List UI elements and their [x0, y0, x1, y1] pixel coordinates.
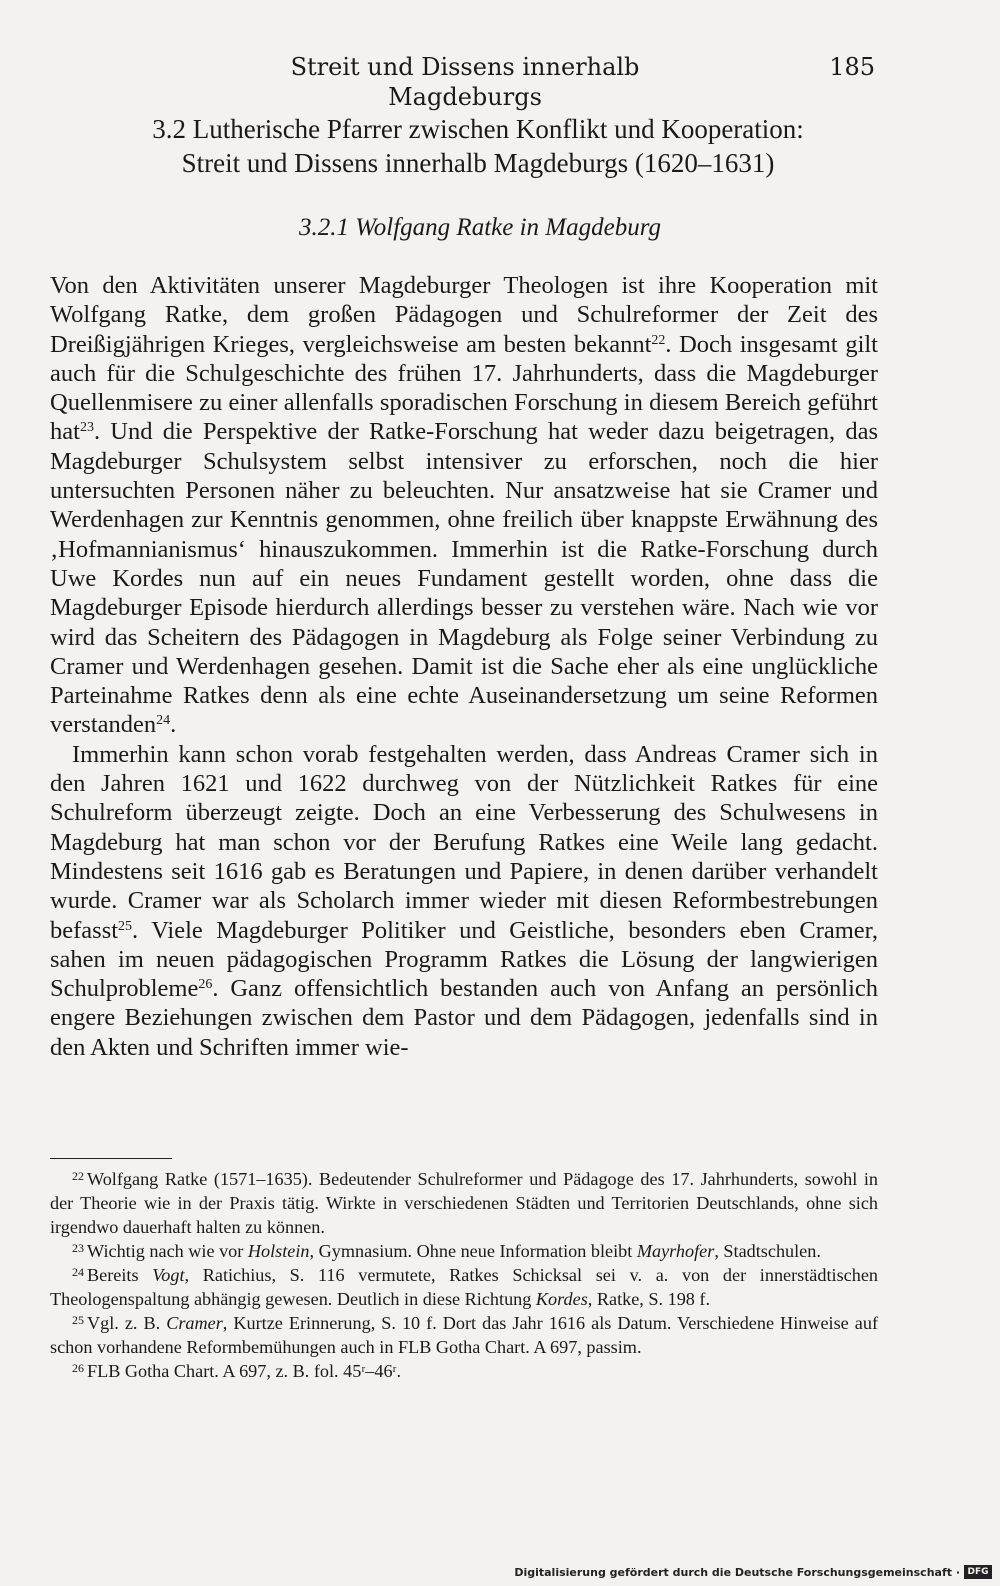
footnote-26 — [50, 1359, 878, 1383]
footnote-text: , Ratke, S. 198 f. — [587, 1289, 711, 1309]
footnote-text: Wichtig nach wie vor — [87, 1241, 248, 1261]
section-heading-line-1: 3.2 Lutherische Pfarrer zwischen Konflikt und Kooperation: — [152, 114, 804, 144]
footnote-number: 24 — [72, 1265, 84, 1279]
paragraph-2-text-b: . Viele Magdeburger Politiker und Geistliche, besonders eben Cramer, sahen im neuen pädagogischen Programm Ratkes die Lösung der langwierigen Schulprobleme — [50, 916, 878, 1003]
paragraph-2-text-a: Immerhin kann schon vorab festgehalten werden, dass Andreas Cramer sich in den Jahren 1621 und 1622 durchweg von der Nützlichkeit Ratkes für eine Schulreform überzeugt zeigte. Doch an eine Verbesserung des Schulwesens in Magdeburg hat man schon vor der Berufung Ratkes eine Weile lang gedacht. Mindestens seit 1616 gab es Beratungen und Papiere, in denen darüber verhandelt wurde. Cramer war als Scholarch immer wieder mit diesen Reformbestrebungen befasst — [50, 740, 878, 944]
page-number: 185 — [829, 53, 875, 81]
paragraph-1-text-c: . Und die Perspektive der Ratke-Forschung hat weder dazu beigetragen, das Magdeburger Schulsystem selbst intensiver zu erforschen, noch die hier untersuchten Personen näher zu beleuchten. Nur ansatzweise hat sie Cramer und Werdenhagen zur Kenntnis genommen, ohne freilich über knappste Erwähnung des ‚Hofmannianismus‘ hinauszukommen. Immerhin ist die Ratke-Forschung durch Uwe Kordes nun auf ein neues Fundament gestellt worden, ohne dass die Magdeburger Episode hierdurch allerdings besser zu verstehen wäre. Nach wie vor wird das Scheitern des Pädagogen in Magdeburg als Folge seiner Verbindung zu Cramer und Werdenhagen gesehen. Damit ist die Sache eher als eine unglückliche Parteinahme Ratkes denn als eine echte Auseinandersetzung um seine Reformen verstanden — [50, 418, 878, 739]
footnote-number: 23 — [72, 1241, 84, 1255]
footnote-23 — [50, 1239, 878, 1263]
paragraph-1 — [50, 271, 878, 740]
footnote-ref-25: 25 — [118, 918, 133, 934]
footnote-author: Holstein — [247, 1241, 310, 1261]
digitization-credit — [514, 1562, 992, 1582]
body-text — [50, 271, 878, 1062]
footnote-text: Vgl. z. B. — [87, 1313, 167, 1333]
footnote-text: , Stadtschulen. — [714, 1241, 821, 1261]
footnote-22 — [50, 1167, 878, 1239]
paragraph-1-text-a: Von den Aktivitäten unserer Magdeburger Theologen ist ihre Kooperation mit Wolfgang Ratke, dem großen Pädagogen und Schulreformer der Zeit des Dreißigjährigen Krieges, vergleichsweise am besten bekannt — [50, 272, 878, 358]
paragraph-1-text-d: . — [170, 711, 177, 739]
footnote-number: 25 — [72, 1313, 84, 1327]
paragraph-1-text-b: . Doch insgesamt gilt auch für die Schulgeschichte des frühen 17. Jahrhunderts, dass die Magdeburger Quellenmisere zu einer allenfalls sporadischen Forschung in diesem Bereich geführt hat — [50, 330, 878, 446]
footnote-author: Vogt — [152, 1265, 185, 1285]
footnote-24 — [50, 1263, 878, 1311]
footnote-number: 22 — [72, 1169, 84, 1183]
footnote-text: , Kurtze Erinnerung, S. 10 f. Dort das Jahr 1616 als Datum. Verschiedene Hinweise auf schon vorhandene Reformbemühungen auch in FLB Gotha Chart. A 697, passim. — [50, 1313, 878, 1357]
footnote-25 — [50, 1311, 878, 1359]
footnote-text: Wolfgang Ratke (1571–1635). Bedeutender Schulreformer und Pädagoge des 17. Jahrhunderts, sowohl in der Theorie wie in der Praxis tätig. Wirkte in verschiedenen Städten und Territorien Deutschlands, ohne sich irgendwo dauerhaft halten zu können. — [50, 1169, 878, 1237]
footnote-text: FLB Gotha Chart. A 697, z. B. fol. 45ʳ–46ʳ. — [87, 1361, 402, 1381]
subsection-heading: 3.2.1 Wolfgang Ratke in Magdeburg — [299, 214, 661, 241]
section-heading — [78, 112, 878, 180]
footnote-divider — [50, 1158, 172, 1159]
footnote-ref-26: 26 — [198, 977, 213, 993]
footnote-text: , Ratichius, S. 116 vermutete, Ratkes Schicksal sei v. a. von der innerstädtischen Theologenspaltung abhängig gewesen. Deutlich in diese Richtung — [50, 1265, 878, 1309]
section-heading-line-2: Streit und Dissens innerhalb Magdeburgs (1620–1631) — [181, 148, 775, 178]
footnote-ref-23: 23 — [79, 420, 94, 436]
paragraph-2 — [50, 740, 878, 1062]
footnote-author: Cramer — [166, 1313, 223, 1333]
footnote-ref-24: 24 — [156, 713, 171, 729]
credit-text: Digitalisierung gefördert durch die Deutsche Forschungsgemeinschaft · — [514, 1565, 960, 1579]
footnote-author: Mayrhofer — [636, 1241, 715, 1261]
footnote-text: Bereits — [87, 1265, 153, 1285]
footnote-text: , Gymnasium. Ohne neue Information bleibt — [309, 1241, 637, 1261]
footnote-ref-22: 22 — [651, 332, 666, 348]
dfg-logo-icon: DFG — [964, 1565, 992, 1579]
paragraph-2-text-c: . Ganz offensichtlich bestanden auch von Anfang an persönlich engere Beziehungen zwischen dem Pastor und dem Pädagogen, jedenfalls sind in den Akten und Schriften immer wie- — [50, 975, 878, 1061]
footnotes — [50, 1167, 878, 1383]
running-head: Streit und Dissens innerhalb Magdeburgs — [290, 53, 640, 111]
footnote-author: Kordes — [535, 1289, 588, 1309]
footnote-number: 26 — [72, 1361, 84, 1375]
